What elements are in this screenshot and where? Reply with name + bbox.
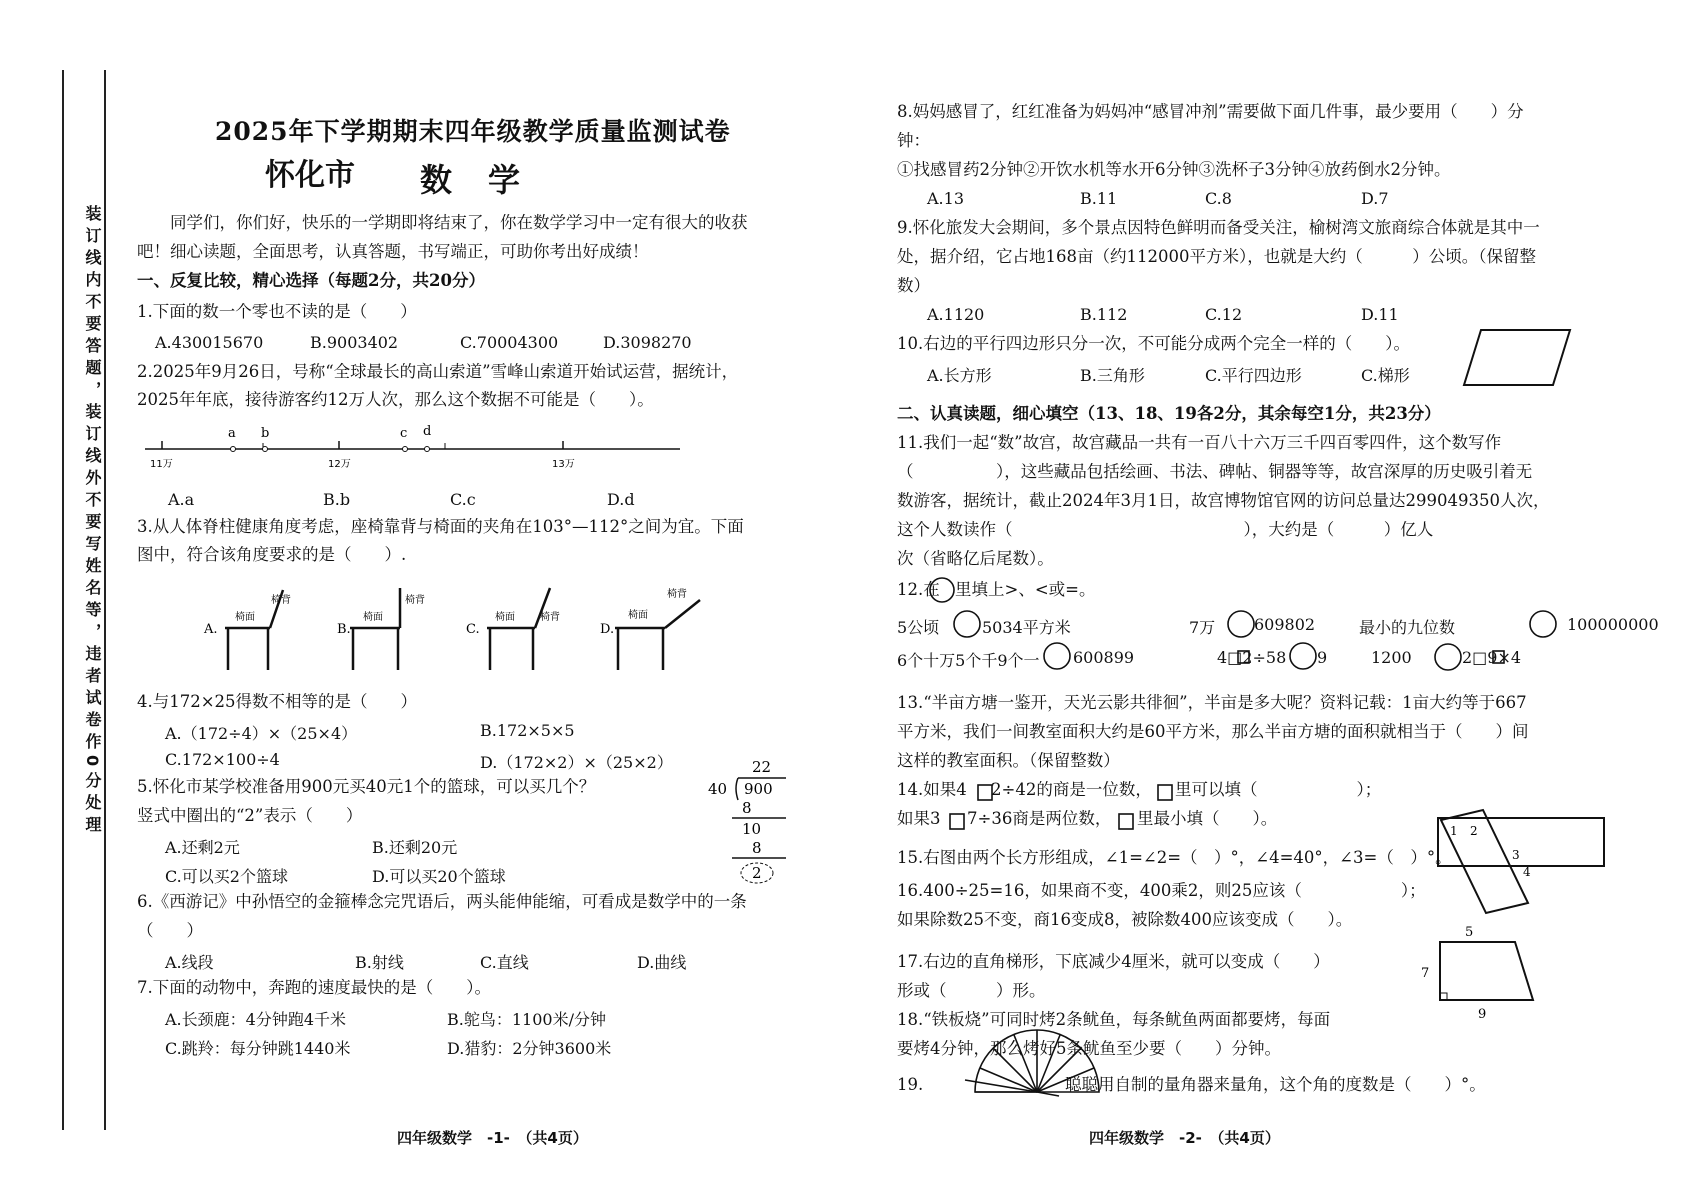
question-10: 10.右边的平行四边形只分一次，不可能分成两个完全一样的（ ）。 [897,334,1410,353]
trapezoid-top: 5 [1465,925,1474,940]
q2-option-a: A.a [168,490,195,509]
question-1: 1.下面的数一个零也不读的是（ ） [137,302,417,321]
angle-label-3: 3 [1512,848,1520,862]
question-14a-part-1: 14.如果4 [897,780,967,799]
question-2-line-2: 2025年年底，接待游客约12万人次，那么这个数据不可能是（ ）。 [137,390,654,409]
chair-b-seat: 椅面 [363,612,383,623]
q10-option-a: A.长方形 [927,366,992,385]
right-page-figures [841,0,1682,1190]
q4-option-a: A.（172÷4）×（25×4） [165,724,358,743]
q5-option-c: C.可以买2个篮球 [165,867,288,886]
parallelogram-figure [1464,330,1570,385]
subject-name: 数学 [420,161,557,199]
q1-option-a: A.430015670 [155,333,264,352]
chair-a-letter: A. [204,622,218,637]
axis-label-11w: 11万 [150,459,173,470]
q8-option-a: A.13 [927,189,964,208]
chair-c-letter: C. [466,622,480,637]
question-6-line-1: 6.《西游记》中孙悟空的金箍棒念完咒语后，两头能伸能缩，可看成是数学中的一条 [137,892,747,911]
chair-d-back: 椅背 [667,589,687,600]
angle-label-4: 4 [1523,865,1531,879]
question-12-suffix: 里填上>、<或=。 [955,580,1096,599]
point-b: b [261,426,270,441]
question-13-line-3: 这样的教室面积。（保留整数） [897,751,1120,770]
chair-b-letter: B. [337,622,351,637]
question-15: 15.右图由两个长方形组成，∠1=∠2=（ ）°，∠4=40°，∠3=（ ）°。 [897,848,1452,867]
q4-option-c: C.172×100÷4 [165,750,280,769]
question-11-line-2: （ ），这些藏品包括绘画、书法、碑帖、铜器等等，故宫深厚的历史吸引着无 [897,462,1533,481]
q10-option-b: B.三角形 [1080,366,1145,385]
q7-option-d: D.猎豹：2分钟3600米 [447,1039,612,1058]
q2-option-d: D.d [607,490,635,509]
q7-option-c: C.跳羚：每分钟跳1440米 [165,1039,351,1058]
q5-option-a: A.还剩2元 [165,838,240,857]
q8-option-c: C.8 [1205,189,1232,208]
q1-option-b: B.9003402 [310,333,399,352]
question-9-line-2: 处，据介绍，它占地168亩（约112000平方米），也就是大约（ ）公顷。（保留整 [897,247,1536,266]
protractor-figure [965,1030,1099,1096]
point-d: d [423,424,432,439]
trapezoid-height: 7 [1421,966,1430,981]
question-11-line-3: 数游客，据统计，截止2024年3月1日，故宫博物馆官网的访问总量达299049350人次， [897,491,1550,510]
question-14a-part-3: 里可以填（ ）； [1175,780,1382,799]
q10-option-d: C.梯形 [1361,366,1410,385]
q5-option-d: D.可以买20个篮球 [372,867,506,886]
q12-item-2-left: 7万 [1189,618,1216,637]
q6-option-b: B.射线 [355,953,404,972]
intro-line-1: 同学们，你们好，快乐的一学期即将结束了，你在数学学习中一定有很大的收获 [170,213,748,232]
chair-a-seat: 椅面 [235,612,255,623]
question-14a-part-2: 2÷42的商是一位数， [991,780,1152,799]
q4-option-b: B.172×5×5 [480,721,575,740]
q4-option-d: D.（172×2）×（25×2） [480,753,673,772]
question-5-line-2: 竖式中圈出的“2”表示（ ） [137,806,363,825]
q12-item-5-left: 4□2÷58 [1217,648,1287,667]
axis-label-13w: 13万 [552,459,575,470]
division-step-2: 10 [742,820,762,838]
q7-option-a: A.长颈鹿：4分钟跑4千米 [165,1010,347,1029]
q12-item-1-right: 5034平方米 [982,618,1071,637]
trapezoid-bottom: 9 [1478,1007,1487,1022]
chair-d-seat: 椅面 [628,610,648,621]
q12-item-6-right: 2□9×4 [1462,648,1522,667]
question-17-line-2: 形或（ ）形。 [897,981,1046,1000]
q12-item-6-left: 1200 [1371,648,1412,667]
q6-option-d: D.曲线 [637,953,687,972]
q12-item-1-left: 5公顷 [897,618,940,637]
q9-option-a: A.1120 [927,305,985,324]
q9-option-c: C.12 [1205,305,1243,324]
q5-option-b: B.还剩20元 [372,838,458,857]
question-19: 聪聪用自制的量角器来量角，这个角的度数是（ ）°。 [1065,1075,1486,1094]
axis-label-12w: 12万 [328,459,351,470]
q6-option-a: A.线段 [165,953,214,972]
chair-b-back: 椅背 [405,595,425,606]
q2-option-c: C.c [450,490,476,509]
q12-item-5-right: 9 [1317,648,1328,667]
chair-c-back: 椅背 [540,612,560,623]
question-16-line-2: 如果除数25不变，商16变成8，被除数400应该变成（ ）。 [897,910,1353,929]
point-a: a [228,426,236,441]
section-1-heading: 一、反复比较，精心选择（每题2分，共20分） [137,271,485,290]
question-9-line-3: 数） [897,276,930,295]
question-18-line-2: 要烤4分钟，那么烤好5条鱿鱼至少要（ ）分钟。 [897,1039,1281,1058]
question-17-line-1: 17.右边的直角梯形，下底减少4厘米，就可以变成（ ） [897,952,1330,971]
question-11-line-5: 次（省略亿后尾数）。 [897,549,1054,568]
division-remainder-circled: 2 [752,864,762,882]
q9-option-d: D.11 [1361,305,1399,324]
question-2-line-1: 2.2025年9月26日，号称“全球最长的高山索道”雪峰山索道开始试运营，据统计， [137,362,739,381]
intro-line-2: 吧！细心读题，全面思考，认真答题，书写端正，可助你考出好成绩！ [137,242,649,261]
page-2-footer: 四年级数学 -2- （共4页） [1089,1129,1280,1147]
question-13-line-2: 平方米，我们一间教室面积大约是60平方米，那么半亩方塘的面积就相当于（ ）间 [897,722,1529,741]
question-18-line-1: 18.“铁板烧”可同时烤2条鱿鱼，每条鱿鱼两面都要烤，每面 [897,1010,1331,1029]
point-c: c [400,426,408,441]
q1-option-d: D.3098270 [603,333,692,352]
q10-option-c: C.平行四边形 [1205,366,1302,385]
question-11-line-1: 11.我们一起“数”故宫，故宫藏品一共有一百八十六万三千四百零四件，这个数写作 [897,433,1502,452]
question-14b-part-2: 7÷36商是两位数， [967,809,1112,828]
q12-item-4-left: 6个十万5个千9个一 [897,651,1040,670]
question-3-line-1: 3.从人体脊柱健康角度考虑，座椅靠背与椅面的夹角在103°—112°之间为宜。下面 [137,517,744,536]
question-16-line-1: 16.400÷25=16，如果商不变，400乘2，则25应该（ ）； [897,881,1426,900]
question-14b-part-3: 里最小填（ ）。 [1137,809,1278,828]
q2-option-b: B.b [323,490,351,509]
q8-option-d: D.7 [1361,189,1389,208]
q12-header-circle [930,578,954,602]
division-divisor: 40 [708,780,728,798]
question-19-number: 19. [897,1075,924,1094]
angle-label-1: 1 [1450,824,1458,838]
q1-option-c: C.70004300 [460,333,559,352]
q7-option-b: B.鸵鸟：1100米/分钟 [447,1010,606,1029]
q9-option-b: B.112 [1080,305,1128,324]
question-4: 4.与172×25得数不相等的是（ ） [137,692,418,711]
division-step-1: 8 [742,799,752,817]
question-12-prefix: 12.在 [897,580,940,599]
city-name: 怀化市 [265,158,355,193]
question-8-line-2: 钟： [897,131,930,150]
question-9-line-1: 9.怀化旅发大会期间，多个景点因特色鲜明而备受关注，榆树湾文旅商综合体就是其中一 [897,218,1540,237]
question-3-line-2: 图中，符合该角度要求的是（ ）. [137,545,407,564]
division-quotient: 22 [752,758,772,776]
question-5-line-1: 5.怀化市某学校准备用900元买40元1个的篮球，可以买几个？ [137,777,596,796]
right-page [841,0,1682,1190]
q8-option-b: B.11 [1080,189,1118,208]
division-dividend: 900 [744,780,773,798]
q12-item-4-right: 600899 [1073,648,1135,667]
section-2-heading: 二、认真读题，细心填空（13、18、19各2分，其余每空1分，共23分） [897,404,1441,423]
question-11-line-4: 这个人数读作（ ），大约是（ ）亿人 [897,520,1434,539]
angle-label-2: 2 [1470,824,1478,838]
question-7: 7.下面的动物中，奔跑的速度最快的是（ ）。 [137,978,491,997]
page-1-footer: 四年级数学 -1- （共4页） [397,1129,588,1147]
q12-item-3-right: 100000000 [1567,615,1659,634]
q12-item-3-left: 最小的九位数 [1359,618,1456,637]
question-13-line-1: 13.“半亩方塘一鉴开，天光云影共徘徊”，半亩是多大呢？资料记载：1亩大约等于667 [897,693,1527,712]
question-8-line-1: 8.妈妈感冒了，红红准备为妈妈冲“感冒冲剂”需要做下面几件事，最少要用（ ）分 [897,102,1524,121]
question-8-line-3: ①找感冒药2分钟②开饮水机等水开6分钟③洗杯子3分钟④放药倒水2分钟。 [897,160,1451,179]
binding-notice: 装订线内不要答题，装订线外不要写姓名等，违者试卷作0分处理 [83,205,102,839]
q6-option-c: C.直线 [480,953,529,972]
division-step-3: 8 [752,839,762,857]
question-14b-part-1: 如果3 [897,809,941,828]
chair-c-seat: 椅面 [495,612,515,623]
chair-d-letter: D. [600,622,615,637]
exam-title: 2025年下学期期末四年级教学质量监测试卷 [215,117,731,146]
question-6-line-2: （ ） [137,921,203,940]
q12-item-2-right: 609802 [1254,615,1316,634]
chair-a-back: 椅背 [271,595,291,606]
